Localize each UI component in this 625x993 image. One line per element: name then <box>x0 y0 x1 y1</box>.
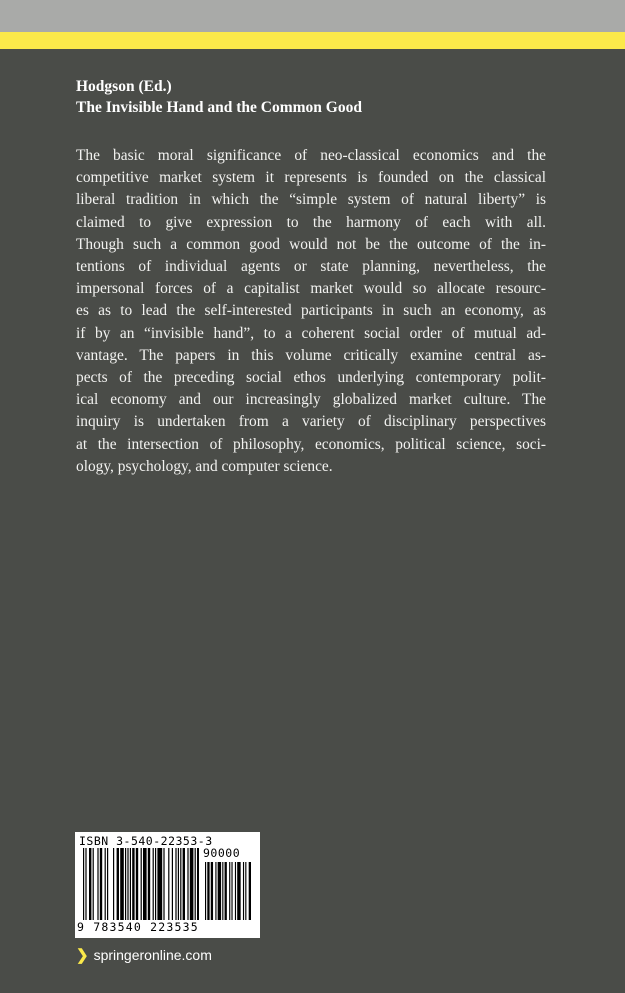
barcode-bar <box>168 848 169 920</box>
barcode-bar <box>130 848 131 920</box>
barcode-bar <box>105 848 106 920</box>
price-code: 90000 <box>203 846 241 860</box>
barcode-bar <box>180 848 181 920</box>
barcode-bar <box>197 848 199 920</box>
barcode-bar <box>83 848 84 920</box>
ean-barcode-bars <box>83 848 199 920</box>
barcode-bar <box>153 848 154 920</box>
barcode-bar <box>93 848 94 920</box>
top-yellow-band <box>0 32 625 49</box>
isbn-label: ISBN 3-540-22353-3 <box>79 834 213 848</box>
barcode-bar <box>172 848 173 920</box>
barcode-bar <box>183 848 185 920</box>
description-line: The basic moral significance of neo-classical economics and the <box>76 147 546 164</box>
description-line: Though such a common good would not be the outcome of the in- <box>76 235 546 253</box>
barcode-bar <box>148 848 150 920</box>
barcode-bar <box>229 862 230 920</box>
website-label: springeronline.com <box>93 947 212 963</box>
barcode-bar <box>136 848 138 920</box>
barcode-bar <box>107 848 108 920</box>
barcode-bar <box>222 862 223 920</box>
book-author: Hodgson (Ed.) <box>76 78 172 95</box>
barcode-bar <box>249 862 251 920</box>
barcode-bar <box>237 862 240 920</box>
description-line: es as to lead the self-interested participants in such an economy, as <box>76 302 546 320</box>
book-header <box>76 76 556 118</box>
description-line: inquiry is undertaken from a variety of disciplinary perspectives <box>76 413 546 431</box>
barcode-bar <box>235 862 236 920</box>
barcode-bar <box>132 848 134 920</box>
barcode-bar <box>207 862 209 920</box>
barcode-bar <box>143 848 147 920</box>
barcode-bar <box>125 848 126 920</box>
barcode-bar <box>243 862 244 920</box>
barcode-bar <box>178 848 179 920</box>
description-line: pects of the preceding social ethos underlying contemporary polit- <box>76 369 546 387</box>
description-line: at the intersection of philosophy, economics, political science, soci- <box>76 435 546 453</box>
barcode-bar <box>175 848 176 920</box>
barcode-bar <box>205 862 206 920</box>
barcode-bar <box>225 862 227 920</box>
ean-digits: 9 783540 223535 <box>77 920 199 934</box>
publisher-link[interactable] <box>76 946 212 964</box>
barcode-bar <box>100 848 102 920</box>
barcode-bar <box>113 848 114 920</box>
barcode-bar <box>218 862 221 920</box>
description-line: vantage. The papers in this volume critically examine central as- <box>76 346 546 364</box>
barcode-bar <box>97 848 98 920</box>
barcode-bar <box>127 848 128 920</box>
barcode-bar <box>187 848 188 920</box>
barcode-bar <box>195 848 196 920</box>
description-line: claimed to give expression to the harmony of each with all. <box>76 213 546 231</box>
barcode-bar <box>231 862 232 920</box>
barcode-bar <box>117 848 119 920</box>
barcode-bar <box>155 848 156 920</box>
chevron-right-icon: ❯ <box>76 947 89 964</box>
book-title: The Invisible Hand and the Common Good <box>76 99 362 116</box>
description-line: impersonal forces of a capitalist market would so allocate resourc- <box>76 280 546 298</box>
description-line: tentions of individual agents or state planning, nevertheless, the <box>76 258 546 276</box>
description-line: ical economy and our increasingly globalized market culture. The <box>76 391 546 409</box>
barcode-bar <box>245 862 246 920</box>
barcode-bar <box>85 848 86 920</box>
description-line: ology, psychology, and computer science. <box>76 457 333 475</box>
description-line: competitive market system it represents is founded on the classical <box>76 169 546 187</box>
barcode-bar <box>211 862 213 920</box>
barcode-bar <box>141 848 142 920</box>
top-gray-band <box>0 0 625 32</box>
barcode-bar <box>190 848 194 920</box>
description-line: liberal tradition in which the “simple system of natural liberty” is <box>76 191 546 209</box>
barcode-bar <box>120 848 124 920</box>
barcode-bar <box>163 848 164 920</box>
addon-barcode-bars <box>205 862 255 920</box>
description-line: if by an “invisible hand”, to a coherent social order of mutual ad- <box>76 324 546 342</box>
barcode-bar <box>215 862 216 920</box>
barcode-panel <box>75 832 260 938</box>
book-description <box>76 145 546 478</box>
barcode-bar <box>89 848 91 920</box>
barcode-bar <box>157 848 162 920</box>
